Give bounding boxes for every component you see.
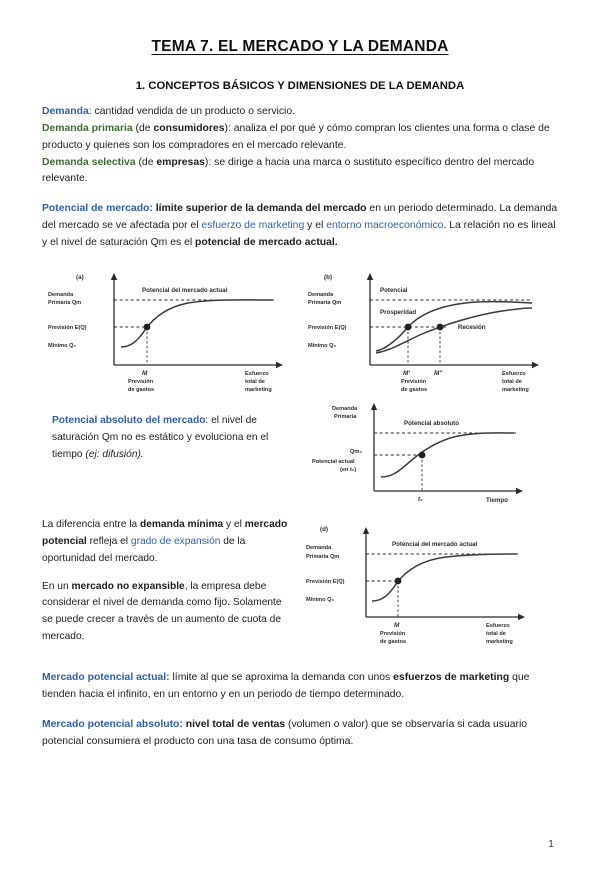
chart-a-curve [121, 300, 273, 347]
chart-b-xaxis-line2: total de [502, 378, 522, 385]
chart-a-ylabel-line1: Demanda [48, 291, 74, 298]
chart-c-y-arrow [371, 403, 377, 410]
chart-c-curve [381, 433, 514, 477]
chart-c-ylabel-line2: Primaria [334, 413, 357, 420]
figure-row-d [42, 517, 558, 646]
term-mercado-potencial-absoluto: Mercado potencial absoluto: [42, 718, 183, 730]
text-entorno-macroeconomico: entorno macroeconómico [326, 220, 444, 232]
chart-d-ylabel-line1: Demanda [306, 544, 332, 551]
chart-a-svg [42, 267, 294, 393]
chart-c-xaxis-label: Tiempo [486, 496, 508, 504]
chart-b-annotation-recesion: Recesión [458, 323, 486, 331]
text-p6-1: La diferencia entre la [42, 518, 140, 530]
chart-a-xaxis-line1: Esfuerzo [245, 370, 269, 377]
term-potencial-de-mercado: Potencial de mercado: [42, 203, 153, 215]
chart-c [304, 395, 544, 507]
chart-c-ylabel-potencial-actual: Potencial actual [312, 458, 355, 465]
chart-d-ylabel-prevision: Previsión E(Q) [306, 578, 345, 585]
document-page [0, 38, 600, 886]
text-close-paren-2: ): [204, 156, 215, 168]
chart-d-panel-label: (d) [320, 525, 329, 533]
chart-c-ylabel-qm0: Qm₀ [350, 448, 362, 455]
text-nivel-total-ventas: nivel total de ventas [182, 718, 286, 730]
paragraph-mercado-potencial-absoluto [42, 717, 558, 751]
text-p4-1: en un periodo determinado. La demanda del mercado se ve afectada por el [42, 203, 558, 232]
text-p5-italic: (ej: difusión). [85, 448, 144, 460]
text-p5-1: : el nivel de saturación Qm no es estático y evoluciona en el tiempo [52, 414, 269, 460]
text-p4-3: . La relación no es lineal y el nivel de saturación Qm es el [42, 220, 556, 248]
chart-b-ylabel-prevision: Previsión E(Q) [308, 324, 347, 331]
chart-c-annotation-potencial-absoluto: Potencial absoluto [404, 419, 460, 427]
paragraph-mercado-potencial-actual [42, 670, 558, 704]
text-limite-superior: límite superior de la demanda del mercado [152, 203, 367, 215]
term-demanda-primaria: Demanda primaria [42, 122, 133, 134]
paragraph-potencial-mercado [42, 201, 558, 252]
text-demanda-minima: demanda mínima [139, 518, 224, 530]
chart-c-ylabel-en-t0: (en t₀) [340, 466, 357, 473]
paragraph-demanda-selectiva [42, 155, 558, 189]
chart-b-xtick-m1: M' [403, 369, 410, 377]
chart-a-xaxis-line2: total de [245, 378, 265, 385]
chart-a-ylabel-line2: Primaria Qm [48, 299, 82, 306]
text-empresas: empresas [156, 156, 205, 168]
chart-d-ylabel-line2: Primaria Qm [306, 553, 340, 560]
page-title: TEMA 7. EL MERCADO Y LA DEMANDA [151, 38, 449, 55]
chart-a-xlabel-line1: Previsión [128, 378, 154, 385]
text-open-paren-2: (de [135, 156, 157, 168]
chart-a [42, 267, 294, 393]
figure-row-c [42, 395, 558, 507]
chart-b-xaxis-line3: marketing [502, 386, 529, 393]
text-consumidores: consumidores [153, 122, 225, 134]
term-demanda-selectiva: Demanda selectiva [42, 156, 136, 168]
chart-a-x-arrow [276, 362, 283, 368]
chart-b-xlabel-line2: de gastos [401, 386, 428, 393]
chart-d-annotation-potencial: Potencial del mercado actual [392, 540, 478, 548]
chart-a-ylabel-prevision: Previsión E(Q) [48, 324, 87, 331]
chart-c-xtick-t0: t₀ [418, 495, 423, 503]
chart-a-y-arrow [111, 273, 117, 280]
chart-a-marker-dot [144, 323, 151, 330]
chart-b-xlabel-line1: Previsión [401, 378, 427, 385]
paragraph-demanda [42, 104, 558, 121]
chart-d-xlabel-line2: de gastos [380, 638, 407, 645]
chart-c-ylabel-line1: Demanda [332, 405, 358, 412]
chart-b-ylabel-line1: Demanda [308, 291, 334, 298]
figure-row-ab [42, 267, 558, 393]
paragraph-mercado-no-expansible [42, 579, 294, 647]
text-column-expansion [42, 517, 294, 646]
chart-b-ylabel-line2: Primaria Qm [308, 299, 342, 306]
chart-b-x-arrow [532, 362, 539, 368]
chart-d-xaxis-line3: marketing [486, 638, 513, 645]
chart-b-marker-dot-1 [405, 323, 412, 330]
chart-a-xlabel-line2: de gastos [128, 386, 155, 393]
text-p6-3: refleja el [86, 535, 131, 547]
page-number: 1 [548, 838, 554, 850]
text-demanda-primaria-rest: analiza el por qué y cómo compran los clientes una forma o clase de producto y quienes son los compradores en el mercado relevante. [42, 122, 550, 151]
chart-b-xtick-m2: M'' [434, 369, 443, 377]
text-esfuerzo-marketing: esfuerzo de marketing [201, 220, 305, 232]
text-p6-2: y el [223, 518, 245, 530]
paragraph-demanda-primaria [42, 121, 558, 155]
chart-d-xtick-m: M [394, 621, 400, 629]
chart-b [306, 267, 558, 393]
chart-d-curve [372, 554, 517, 601]
text-p7-1: En un [42, 580, 72, 592]
chart-d-y-arrow [363, 527, 369, 534]
chart-b-svg [306, 267, 558, 393]
term-demanda: Demanda [42, 106, 89, 117]
chart-a-xtick-m: M [142, 369, 148, 377]
chart-a-panel-label: (a) [76, 273, 84, 281]
chart-d-xaxis-line2: total de [486, 630, 506, 637]
text-p7-2: , la empresa debe considerar el nivel de demanda como fijo. Solamente se puede crecer a través de un aumento de cuota de mercado. [42, 580, 282, 643]
paragraph-potencial-absoluto [52, 413, 294, 464]
section-heading: 1. CONCEPTOS BÁSICOS Y DIMENSIONES DE LA DEMANDA [135, 80, 465, 92]
chart-a-annotation-potencial: Potencial del mercado actual [142, 286, 228, 294]
text-p4-2: y el [304, 220, 327, 232]
text-column-potencial-absoluto [42, 395, 294, 464]
chart-d-xaxis-line1: Esfuerzo [486, 622, 510, 629]
chart-c-x-arrow [516, 488, 523, 494]
chart-b-panel-label: (b) [324, 273, 333, 281]
chart-a-xaxis-line3: marketing [245, 386, 272, 393]
chart-c-marker-dot [419, 451, 426, 458]
term-potencial-absoluto: Potencial absoluto del mercado [52, 414, 206, 426]
chart-b-y-arrow [367, 273, 373, 280]
chart-d-svg [304, 517, 544, 645]
chart-d-ylabel-minimo: Mínimo Q₀ [306, 596, 335, 603]
chart-b-annotation-prosperidad: Prosperidad [380, 308, 417, 316]
text-demanda-selectiva-rest: se dirige a hacia una marca o sustituto específico dentro del mercado relevante. [42, 156, 535, 185]
chart-d [304, 517, 544, 645]
text-p8-2: que tienden hacia el infinito, en un entorno y en un periodo de tiempo determinado. [42, 672, 530, 701]
paragraph-grado-expansion [42, 517, 294, 568]
text-close-paren-1: ): [224, 122, 234, 134]
chart-b-marker-dot-2 [437, 323, 444, 330]
chart-a-ylabel-minimo: Mínimo Q₀ [48, 342, 77, 349]
chart-d-marker-dot [395, 577, 402, 584]
text-potencial-mercado-actual: potencial de mercado actual. [195, 236, 338, 248]
text-esfuerzos-de-marketing: esfuerzos de marketing [393, 672, 510, 684]
text-mercado-potencial: mercado potencial [42, 518, 288, 547]
text-grado-de-expansion: grado de expansión [130, 535, 221, 547]
text-p8-1: límite al que se aproxima la demanda con unos [169, 672, 394, 684]
chart-d-x-arrow [518, 614, 525, 620]
chart-b-annotation-potencial: Potencial [380, 286, 408, 294]
text-open-paren-1: (de [132, 122, 154, 134]
text-p9-1: (volumen o valor) que se observaría si cada usuario potencial consumiera el producto con una tasa de consumo óptima. [42, 718, 528, 747]
text-demanda-rest: : cantidad vendida de un producto o servicio. [88, 106, 295, 117]
chart-b-xaxis-line1: Esfuerzo [502, 370, 526, 377]
chart-c-svg [304, 395, 544, 507]
text-p6-4: de la oportunidad del mercado. [42, 535, 246, 564]
text-mercado-no-expansible: mercado no expansible [71, 580, 185, 592]
bottom-definitions [42, 670, 558, 750]
chart-b-ylabel-minimo: Mínimo Q₀ [308, 342, 337, 349]
chart-d-xlabel-line1: Previsión [380, 630, 406, 637]
term-mercado-potencial-actual: Mercado potencial actual: [42, 672, 170, 684]
